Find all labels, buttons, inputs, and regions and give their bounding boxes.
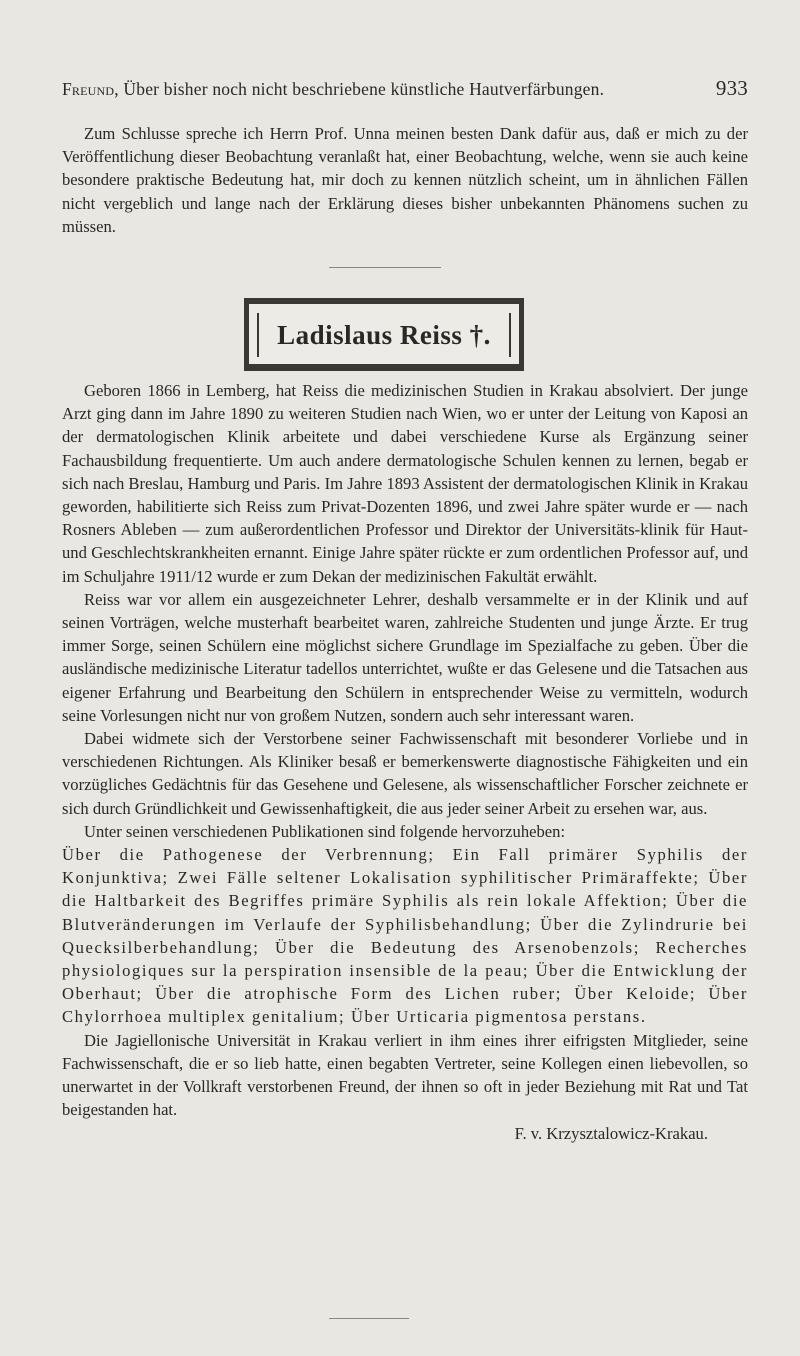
obituary-paragraph-biography: Geboren 1866 in Lemberg, hat Reiss die medizinischen Studien in Krakau absolviert. Der junge Arzt ging dann im Jahre 1890 zu weiteren Studien nach Wien, wo er unter der Leitung von Kaposi an der dermatologischen Klinik arbeitete und dabei verschiedene Kurse als Ergänzung seiner Fachausbildung frequentierte. Um auch andere dermatologische Schulen kennen zu lernen, begab er sich nach Breslau, Hamburg und Paris. Im Jahre 1893 Assistent der dermatologischen Klinik in Krakau geworden, habilitierte sich Reiss zum Privat-Dozenten 1896, und zwei Jahre später wurde er — nach Rosners Ableben — zum außerordentlichen Professor und Direktor der Universitäts-klinik für Haut- und Geschlechtskrankheiten ernannt. Einige Jahre später rückte er zum ordentlichen Professor auf, und im Schuljahre 1911/12 wurde er zum Dekan der medizinischen Fakultät erwählt. — [62, 381, 748, 586]
section-divider — [329, 267, 441, 268]
running-header — [62, 76, 748, 101]
acknowledgement-paragraph: Zum Schlusse spreche ich Herrn Prof. Unna meinen besten Dank dafür aus, daß er mich zu der Veröffentlichung dieser Beobachtung veranlaßt hat, einer Beobachtung, welche, wenn sie auch keine besondere praktische Bedeutung hat, mir doch zu kennen nützlich scheint, um in ähnlichen Fällen nicht vergeblich und lange nach der Erklärung dieses bisher unbekannten Phänomens suchen zu müssen. — [62, 124, 748, 236]
obituary-paragraph-teaching: Reiss war vor allem ein ausgezeichneter Lehrer, deshalb versammelte er in der Klinik und auf seinen Vorträgen, welche musterhaft bearbeitet waren, zahlreiche Studenten und junge Ärzte. Er trug immer Sorge, seinen Schülern eine möglichst sichere Grundlage im Spezialfache zu geben. Über die ausländische medizinische Literatur tadellos unterrichtet, wußte er das Gelesene und die Tatsachen aus eigener Erfahrung und Bearbeitung den Schülern in entsprechender Weise zu vermitteln, wodurch seine Vorlesungen nicht nur von großem Nutzen, sondern auch sehr interessant waren. — [62, 589, 748, 725]
header-citation — [62, 79, 604, 100]
obituary-body — [62, 379, 748, 1145]
obituary-signature: F. v. Krzysztalowicz-Krakau. — [514, 1123, 708, 1143]
acknowledgement-section — [62, 122, 748, 238]
obituary-paragraph-closing: Die Jagiellonische Universität in Krakau verliert in ihm eines ihrer eifrigsten Mitglieder, seine Fachwissenschaft, die er so lieb hatte, einen begabten Vertreter, seine Kollegen einen liebevollen, so unerwartet in der Vollkraft verstorbenen Freund, der ihnen so oft in jeder Beziehung mit Rat und Tat beigestanden hat. — [62, 1030, 748, 1120]
end-divider — [329, 1318, 409, 1319]
obituary-title: Ladislaus Reiss †. — [257, 313, 511, 357]
obituary-paragraph-publications-intro: Unter seinen verschiedenen Publikationen sind folgende hervorzuheben: — [84, 821, 566, 841]
obituary-title-frame — [244, 298, 524, 371]
header-author: Freund — [62, 79, 115, 99]
publication-list: Über die Pathogenese der Verbrennung; Ein Fall primärer Syphilis der Konjunktiva; Zwei Fälle seltener Lokalisation syphilitischer Primäraffekte; Über die Haltbarkeit des Begriffes primäre Syphilis als rein lokale Affektion; Über die Blutveränderungen im Verlaufe der Syphilisbehandlung; Über die Zylindrurie bei Quecksilberbehandlung; Über die Bedeutung des Arsenobenzols; Recherches physiologiques sur la perspiration insensible de la peau; Über die Entwicklung der Oberhaut; Über die atrophische Form des Lichen ruber; Über Keloide; Über Chylorrhoea multiplex genitalium; Über Urticaria pigmentosa perstans. — [62, 845, 748, 1027]
page-number: 933 — [715, 76, 748, 100]
header-title: , Über bisher noch nicht beschriebene künstliche Hautverfärbungen. — [114, 79, 605, 99]
obituary-paragraph-research: Dabei widmete sich der Verstorbene seiner Fachwissenschaft mit besonderer Vorliebe und in verschiedenen Richtungen. Als Kliniker besaß er bemerkenswerte diagnostische Fähigkeiten und ein vorzügliches Gedächtnis für das Gesehene und Gelesene, als wissenschaftlicher Forscher zeichnete er sich durch Gründlichkeit und Gewissenhaftigkeit, die aus jeder seiner Arbeit zu ersehen war, aus. — [62, 729, 748, 818]
